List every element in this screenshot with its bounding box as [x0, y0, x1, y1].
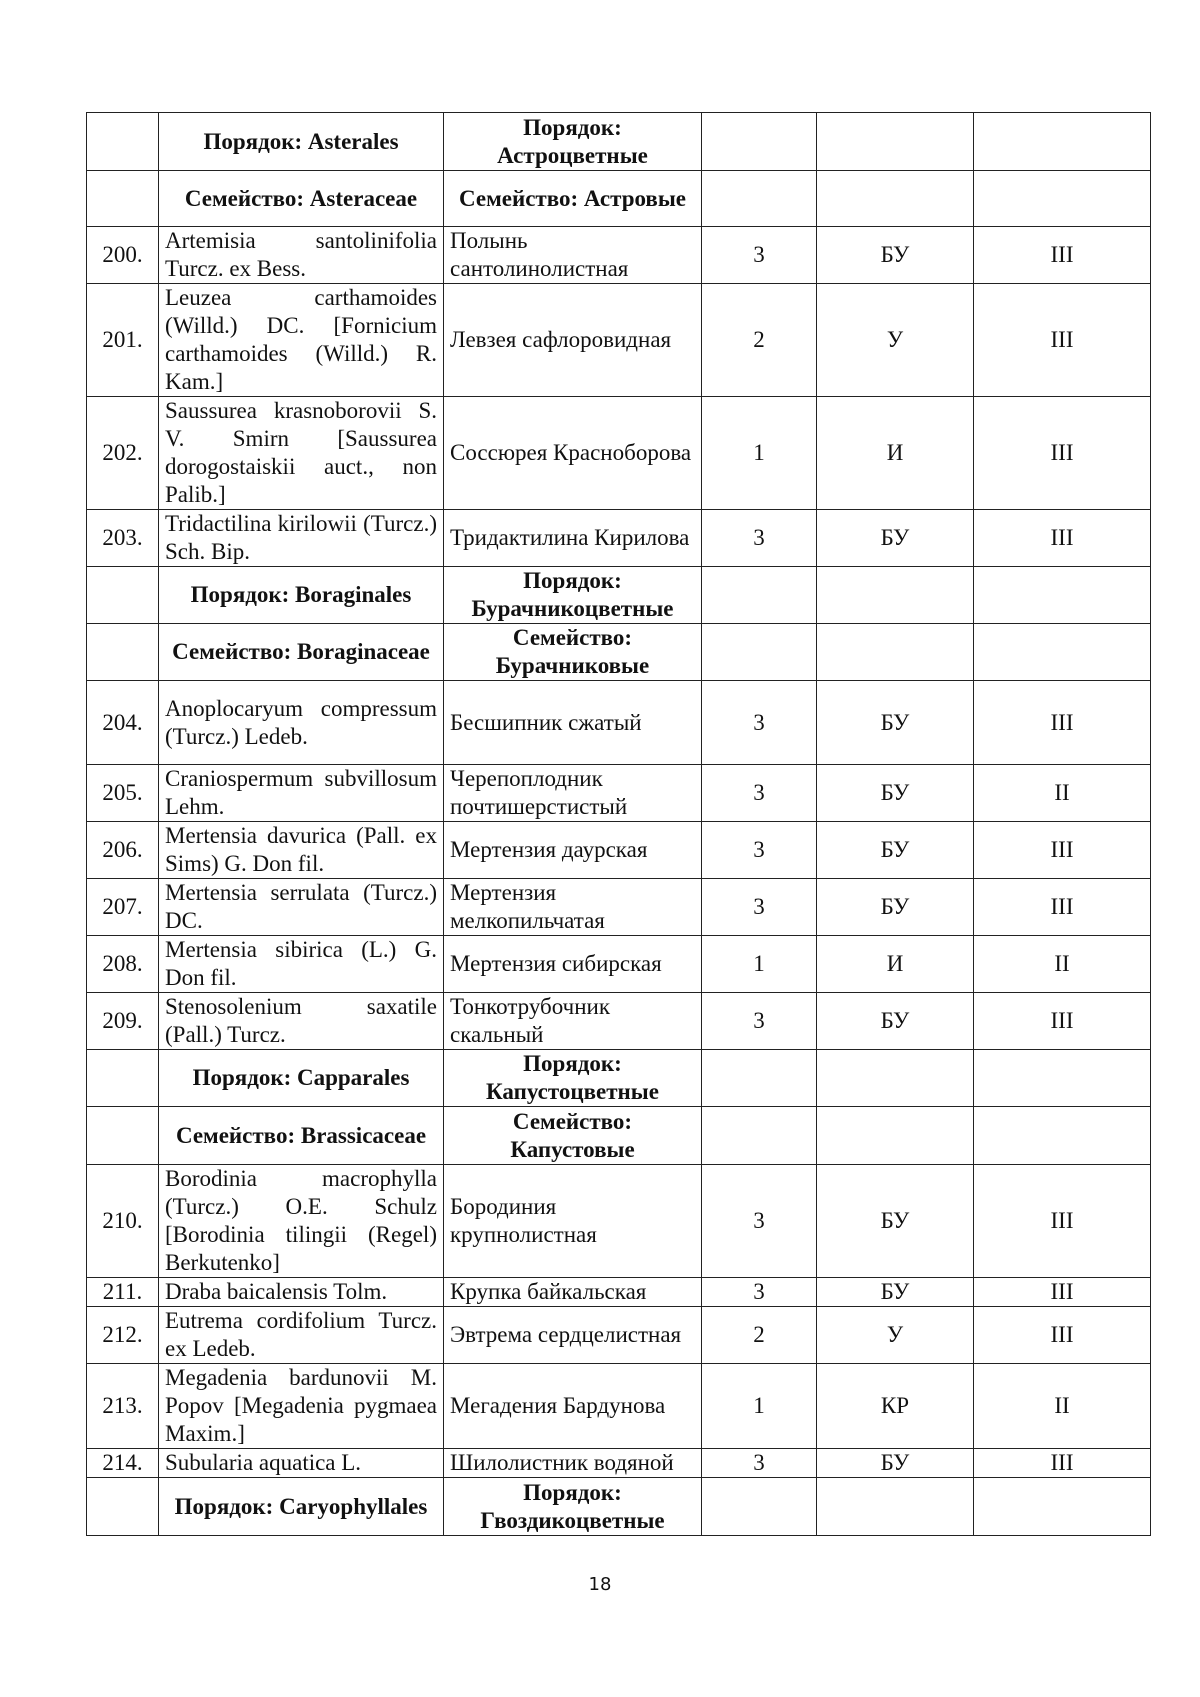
category-cell: [702, 1478, 817, 1536]
row-number: [87, 113, 159, 171]
status-cell: [817, 1478, 974, 1536]
latin-name: Saussurea krasnoborovii S. V. Smirn [Saussurea dorogostaiskii auct., non Palib.]: [159, 397, 444, 510]
category-cell: 3: [702, 681, 817, 765]
species-row: [87, 765, 1151, 822]
category-cell: 3: [702, 822, 817, 879]
latin-name: Mertensia serrulata (Turcz.) DC.: [159, 879, 444, 936]
category-cell: 3: [702, 879, 817, 936]
species-row: [87, 879, 1151, 936]
russian-name: Тонкотрубочник скальный: [444, 993, 702, 1050]
russian-name: Эвтрема сердцелистная: [444, 1307, 702, 1364]
category-cell: 3: [702, 1449, 817, 1478]
group-cell: III: [974, 1165, 1151, 1278]
status-cell: [817, 171, 974, 227]
category-cell: [702, 567, 817, 624]
russian-name: Бесшипник сжатый: [444, 681, 702, 765]
group-cell: III: [974, 1307, 1151, 1364]
category-cell: 3: [702, 227, 817, 284]
species-row: [87, 1278, 1151, 1307]
russian-name: Мертензия мелкопильчатая: [444, 879, 702, 936]
category-cell: [702, 171, 817, 227]
latin-name: Mertensia davurica (Pall. ex Sims) G. Don fil.: [159, 822, 444, 879]
row-number: [87, 567, 159, 624]
latin-taxon-header: Порядок: Caryophyllales: [159, 1478, 444, 1536]
russian-name: Соссюрея Красноборова: [444, 397, 702, 510]
russian-taxon-header: Семейство: Капустовые: [444, 1107, 702, 1165]
row-number: 209.: [87, 993, 159, 1050]
group-cell: II: [974, 765, 1151, 822]
category-cell: 3: [702, 765, 817, 822]
group-cell: III: [974, 397, 1151, 510]
status-cell: [817, 1050, 974, 1107]
status-cell: БУ: [817, 765, 974, 822]
row-number: [87, 1050, 159, 1107]
species-row: [87, 1449, 1151, 1478]
species-table: [86, 112, 1151, 1536]
species-row: [87, 993, 1151, 1050]
category-cell: 1: [702, 936, 817, 993]
row-number: [87, 624, 159, 681]
latin-taxon-header: Семейство: Brassicaceae: [159, 1107, 444, 1165]
taxon-header-row: [87, 113, 1151, 171]
status-cell: [817, 113, 974, 171]
russian-taxon-header: Порядок: Астроцветные: [444, 113, 702, 171]
category-cell: [702, 113, 817, 171]
latin-taxon-header: Порядок: Capparales: [159, 1050, 444, 1107]
category-cell: 2: [702, 1307, 817, 1364]
status-cell: БУ: [817, 822, 974, 879]
latin-name: Borodinia macrophylla (Turcz.) O.E. Schulz [Borodinia tilingii (Regel) Berkutenko]: [159, 1165, 444, 1278]
category-cell: 1: [702, 397, 817, 510]
group-cell: III: [974, 510, 1151, 567]
group-cell: II: [974, 936, 1151, 993]
group-cell: III: [974, 993, 1151, 1050]
latin-name: Subularia aquatica L.: [159, 1449, 444, 1478]
group-cell: [974, 1478, 1151, 1536]
category-cell: 2: [702, 284, 817, 397]
group-cell: [974, 1107, 1151, 1165]
status-cell: БУ: [817, 1278, 974, 1307]
page-number: 18: [588, 1574, 612, 1595]
group-cell: III: [974, 681, 1151, 765]
group-cell: [974, 1050, 1151, 1107]
group-cell: III: [974, 1278, 1151, 1307]
species-row: [87, 1364, 1151, 1449]
category-cell: [702, 1050, 817, 1107]
latin-taxon-header: Семейство: Boraginaceae: [159, 624, 444, 681]
row-number: 206.: [87, 822, 159, 879]
row-number: 212.: [87, 1307, 159, 1364]
row-number: 200.: [87, 227, 159, 284]
russian-name: Мертензия даурская: [444, 822, 702, 879]
row-number: 208.: [87, 936, 159, 993]
row-number: [87, 1478, 159, 1536]
status-cell: [817, 567, 974, 624]
russian-taxon-header: Порядок: Капустоцветные: [444, 1050, 702, 1107]
status-cell: БУ: [817, 993, 974, 1050]
species-row: [87, 1165, 1151, 1278]
status-cell: У: [817, 284, 974, 397]
row-number: 204.: [87, 681, 159, 765]
species-row: [87, 936, 1151, 993]
species-row: [87, 397, 1151, 510]
group-cell: III: [974, 1449, 1151, 1478]
russian-name: Тридактилина Кирилова: [444, 510, 702, 567]
group-cell: [974, 624, 1151, 681]
taxon-header-row: [87, 1107, 1151, 1165]
russian-name: Черепоплодник почтишерстистый: [444, 765, 702, 822]
russian-name: Левзея сафлоровидная: [444, 284, 702, 397]
russian-taxon-header: Порядок: Гвоздикоцветные: [444, 1478, 702, 1536]
status-cell: У: [817, 1307, 974, 1364]
latin-name: Megadenia bardunovii M. Popov [Megadenia pygmaea Maxim.]: [159, 1364, 444, 1449]
russian-taxon-header: Семейство: Бурачниковые: [444, 624, 702, 681]
status-cell: КР: [817, 1364, 974, 1449]
category-cell: [702, 1107, 817, 1165]
species-row: [87, 284, 1151, 397]
group-cell: [974, 113, 1151, 171]
group-cell: III: [974, 879, 1151, 936]
group-cell: III: [974, 822, 1151, 879]
species-row: [87, 1307, 1151, 1364]
status-cell: И: [817, 397, 974, 510]
category-cell: 3: [702, 993, 817, 1050]
status-cell: БУ: [817, 510, 974, 567]
latin-taxon-header: Порядок: Boraginales: [159, 567, 444, 624]
latin-name: Stenosolenium saxatile (Pall.) Turcz.: [159, 993, 444, 1050]
category-cell: [702, 624, 817, 681]
group-cell: III: [974, 284, 1151, 397]
row-number: [87, 1107, 159, 1165]
taxon-header-row: [87, 171, 1151, 227]
latin-taxon-header: Порядок: Asterales: [159, 113, 444, 171]
status-cell: [817, 624, 974, 681]
species-table-body: [87, 113, 1151, 1536]
row-number: 207.: [87, 879, 159, 936]
group-cell: II: [974, 1364, 1151, 1449]
row-number: 205.: [87, 765, 159, 822]
row-number: 202.: [87, 397, 159, 510]
taxon-header-row: [87, 567, 1151, 624]
taxon-header-row: [87, 1478, 1151, 1536]
species-row: [87, 227, 1151, 284]
row-number: 203.: [87, 510, 159, 567]
group-cell: [974, 171, 1151, 227]
latin-name: Eutrema cordifolium Turcz. ex Ledeb.: [159, 1307, 444, 1364]
latin-name: Artemisia santolinifolia Turcz. ex Bess.: [159, 227, 444, 284]
group-cell: [974, 567, 1151, 624]
taxon-header-row: [87, 624, 1151, 681]
status-cell: БУ: [817, 1449, 974, 1478]
latin-name: Craniospermum subvillosum Lehm.: [159, 765, 444, 822]
category-cell: 3: [702, 510, 817, 567]
status-cell: БУ: [817, 681, 974, 765]
row-number: 201.: [87, 284, 159, 397]
category-cell: 3: [702, 1278, 817, 1307]
row-number: 213.: [87, 1364, 159, 1449]
row-number: 214.: [87, 1449, 159, 1478]
status-cell: И: [817, 936, 974, 993]
group-cell: III: [974, 227, 1151, 284]
russian-name: Шилолистник водяной: [444, 1449, 702, 1478]
taxon-header-row: [87, 1050, 1151, 1107]
latin-name: Tridactilina kirilowii (Turcz.) Sch. Bip.: [159, 510, 444, 567]
russian-name: Крупка байкальская: [444, 1278, 702, 1307]
species-row: [87, 681, 1151, 765]
russian-name: Мертензия сибирская: [444, 936, 702, 993]
category-cell: 3: [702, 1165, 817, 1278]
russian-name: Бородиния крупнолистная: [444, 1165, 702, 1278]
row-number: 210.: [87, 1165, 159, 1278]
row-number: 211.: [87, 1278, 159, 1307]
row-number: [87, 171, 159, 227]
latin-name: Draba baicalensis Tolm.: [159, 1278, 444, 1307]
species-row: [87, 510, 1151, 567]
latin-taxon-header: Семейство: Asteraceae: [159, 171, 444, 227]
russian-name: Мегадения Бардунова: [444, 1364, 702, 1449]
species-row: [87, 822, 1151, 879]
status-cell: [817, 1107, 974, 1165]
status-cell: БУ: [817, 227, 974, 284]
russian-taxon-header: Семейство: Астровые: [444, 171, 702, 227]
russian-taxon-header: Порядок: Бурачникоцветные: [444, 567, 702, 624]
status-cell: БУ: [817, 1165, 974, 1278]
latin-name: Anoplocaryum compressum (Turcz.) Ledeb.: [159, 681, 444, 765]
latin-name: Mertensia sibirica (L.) G. Don fil.: [159, 936, 444, 993]
russian-name: Полынь сантолинолистная: [444, 227, 702, 284]
category-cell: 1: [702, 1364, 817, 1449]
status-cell: БУ: [817, 879, 974, 936]
latin-name: Leuzea carthamoides (Willd.) DC. [Fornicium carthamoides (Willd.) R. Kam.]: [159, 284, 444, 397]
